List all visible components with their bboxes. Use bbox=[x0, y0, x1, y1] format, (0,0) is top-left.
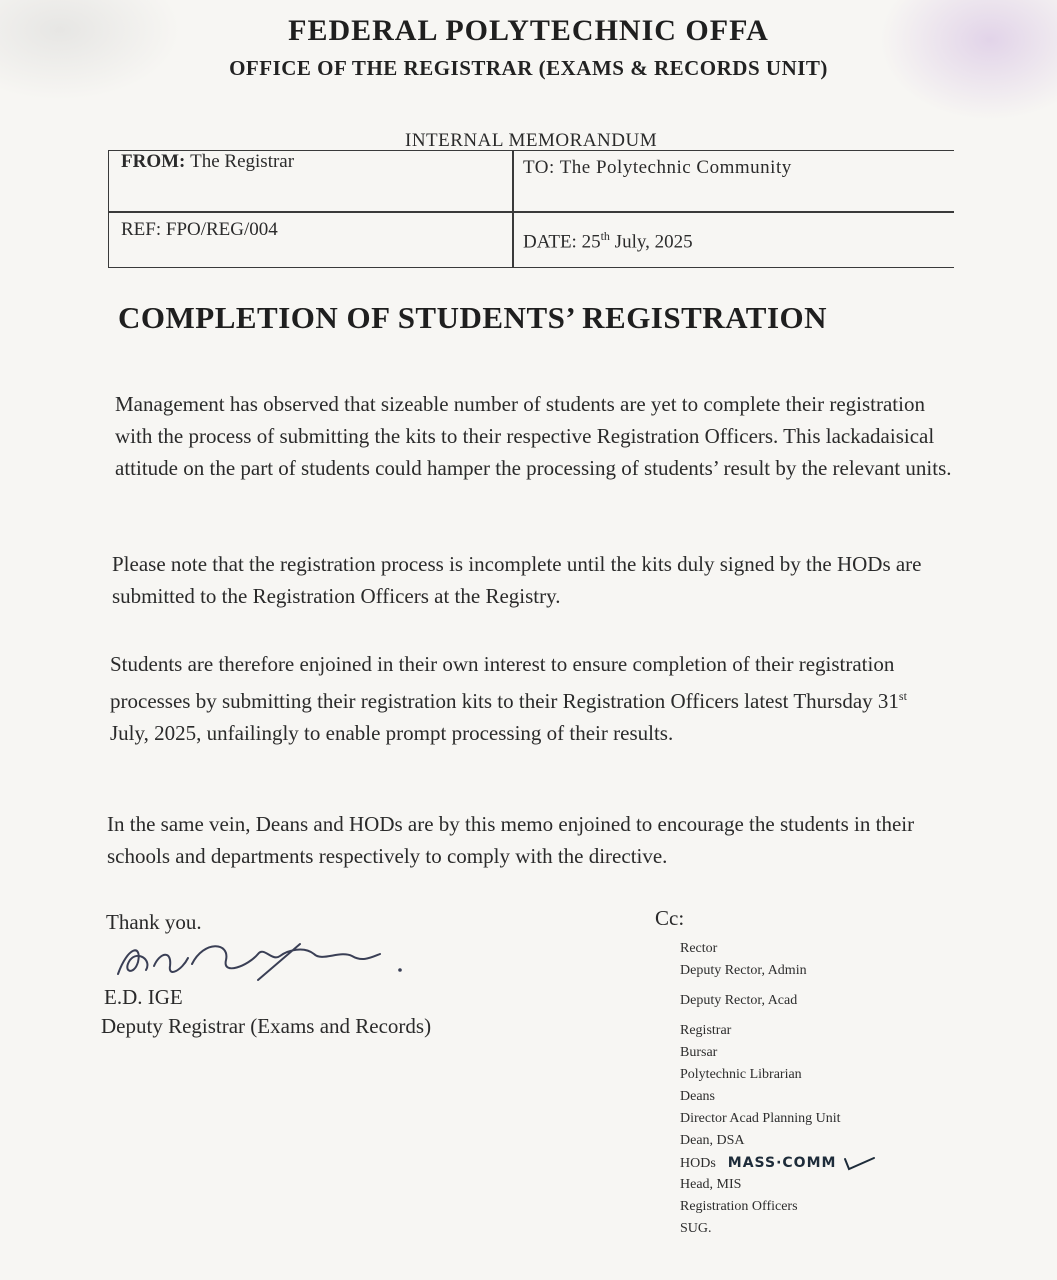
from-label: FROM: bbox=[121, 151, 186, 172]
from-cell bbox=[121, 151, 294, 173]
cc-item: Rector bbox=[680, 941, 718, 956]
paragraph-4: In the same vein, Deans and HODs are by this memo enjoined to encourage the students in their schools and departments respectively to comply with the directive. bbox=[107, 812, 915, 868]
institution-name: FEDERAL POLYTECHNIC OFFA bbox=[288, 14, 769, 47]
cc-item: Director Acad Planning Unit bbox=[680, 1111, 841, 1126]
date-day: 25 bbox=[581, 231, 601, 253]
cc-label: Cc: bbox=[655, 906, 685, 930]
memo-type-label: INTERNAL MEMORANDUM bbox=[405, 130, 658, 151]
cc-item: HODs bbox=[680, 1156, 716, 1171]
paragraph-3-part-a: Students are therefore enjoined in their own interest to ensure completion of their registration processes by submitting their registration kits to their Registration Officers latest Thursday 31 bbox=[110, 652, 899, 713]
paragraph-1: Management has observed that sizeable number of students are yet to complete their registration with the process of submitting the kits to their respective Registration Officers. This lackadaisical attitude on the part of students could hamper the processing of students’ result by the relevant units. bbox=[115, 392, 952, 480]
office-name: OFFICE OF THE REGISTRAR (EXAMS & RECORDS UNIT) bbox=[229, 56, 828, 80]
cc-item: Deputy Rector, Acad bbox=[680, 993, 798, 1008]
table-divider-horizontal bbox=[109, 211, 954, 213]
checkmark-icon bbox=[842, 1156, 876, 1172]
paragraph-3-part-b: July, 2025, unfailingly to enable prompt processing of their results. bbox=[110, 721, 674, 745]
cc-item: Deputy Rector, Admin bbox=[680, 963, 807, 978]
date-cell bbox=[523, 229, 693, 253]
ref-value: FPO/REG/004 bbox=[165, 219, 278, 240]
signature-graphic bbox=[108, 936, 408, 984]
closing-thanks: Thank you. bbox=[106, 910, 202, 934]
cc-item: Deans bbox=[680, 1089, 715, 1104]
cc-item: Head, MIS bbox=[680, 1177, 742, 1192]
date-label: DATE: bbox=[523, 231, 577, 253]
signer-title: Deputy Registrar (Exams and Records) bbox=[101, 1014, 432, 1038]
paragraph-3 bbox=[110, 648, 935, 749]
table-divider-vertical bbox=[512, 151, 514, 267]
handwritten-note: MASS·COMM bbox=[727, 1155, 837, 1171]
memo-subject: COMPLETION OF STUDENTS’ REGISTRATION bbox=[118, 300, 828, 335]
memo-header-table bbox=[108, 150, 954, 268]
cc-item: Dean, DSA bbox=[680, 1133, 745, 1148]
ref-cell bbox=[121, 219, 278, 241]
cc-item: SUG. bbox=[680, 1221, 712, 1236]
to-value: The Polytechnic Community bbox=[559, 157, 792, 178]
date-rest: July, 2025 bbox=[614, 231, 693, 253]
signer-name: E.D. IGE bbox=[104, 985, 183, 1009]
ref-label: REF: bbox=[121, 219, 162, 240]
paragraph-3-sup: st bbox=[898, 689, 907, 703]
cc-list bbox=[680, 938, 876, 1240]
cc-item: Registrar bbox=[680, 1023, 732, 1038]
cc-item: Registration Officers bbox=[680, 1199, 798, 1214]
to-cell bbox=[523, 157, 792, 179]
to-label: TO: bbox=[523, 157, 555, 178]
date-suffix: th bbox=[600, 229, 610, 243]
from-value: The Registrar bbox=[190, 151, 295, 172]
cc-item: Bursar bbox=[680, 1045, 718, 1060]
paragraph-2: Please note that the registration process is incomplete until the kits duly signed by the HODs are submitted to the Registration Officers at the Registry. bbox=[112, 552, 922, 608]
cc-item: Polytechnic Librarian bbox=[680, 1067, 802, 1082]
cc-item-hods bbox=[680, 1152, 876, 1174]
